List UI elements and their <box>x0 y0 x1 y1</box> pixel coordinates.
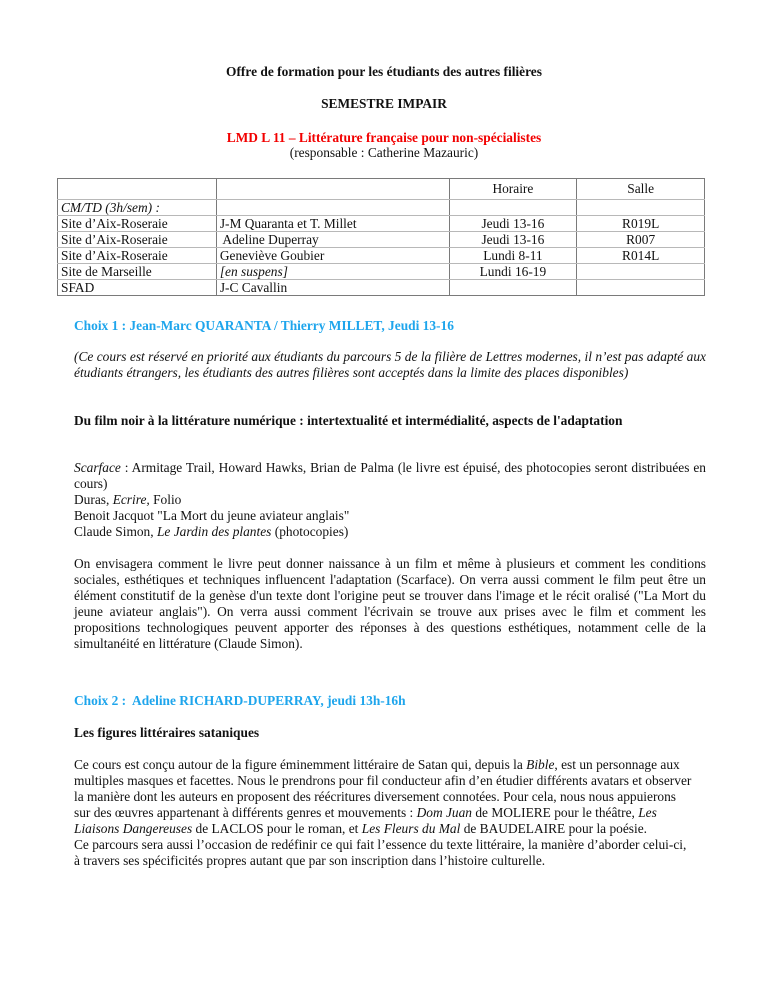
choice1-description: On envisagera comment le livre peut donner naissance à un film et même à plusieurs et comment les conditions sociales, esthétiques et techniques influencent l'adaptation (Scarface). On verra aussi comment le film peut être un élément constitutif de la genèse d'un texte dont l'origine peut se trouver dans l'image et le récit oralisé ("La Mort du jeune aviateur anglais"). On verra aussi comment l'écrivain se trouve aux prises avec le film et comment les propositions technologiques peuvent apporter des réponses à des questions esthétiques, notamment celle de la simultanéité en littérature (Claude Simon). <box>74 556 706 651</box>
reading-item <box>74 492 706 508</box>
table-row <box>58 200 705 216</box>
schedule-table <box>57 178 705 296</box>
room-cell: R014L <box>577 248 705 264</box>
site-cell: Site d’Aix-Roseraie <box>58 232 217 248</box>
header-cell <box>58 179 217 200</box>
choice2-heading: Choix 2 : Adeline RICHARD-DUPERRAY, jeudi 13h-16h <box>74 693 406 708</box>
site-cell: SFAD <box>58 280 217 296</box>
teacher-cell: [en suspens] <box>216 264 449 280</box>
course-title: LMD L 11 – Littérature française pour non-spécialistes <box>226 130 542 145</box>
document-title: Offre de formation pour les étudiants des autres filières <box>226 64 542 79</box>
time-cell: Jeudi 13-16 <box>449 216 577 232</box>
table-row <box>58 232 705 248</box>
table-header-row <box>58 179 705 200</box>
choice1-heading: Choix 1 : Jean-Marc QUARANTA / Thierry MILLET, Jeudi 13-16 <box>74 318 454 333</box>
header-cell-horaire: Horaire <box>449 179 577 200</box>
site-cell: Site d’Aix-Roseraie <box>58 248 217 264</box>
time-cell: Lundi 8-11 <box>449 248 577 264</box>
description-paragraph: Ce parcours sera aussi l’occasion de redéfinir ce qui fait l’essence du texte littéraire, la manière d’aborder celui-ci, à travers ses spécificités propres autant que par son inscription dans l’histoire culturelle. <box>74 837 687 868</box>
reading-detail: Folio <box>149 492 182 507</box>
reading-item <box>74 508 706 524</box>
text-run: Ce cours est conçu autour de la figure éminemment littéraire de Satan qui, depuis la <box>74 757 527 772</box>
book-title: Ecrire, <box>112 492 150 507</box>
room-cell <box>577 200 705 216</box>
time-cell <box>449 200 577 216</box>
reading-detail: : Armitage Trail, Howard Hawks, Brian de Palma (le livre est épuisé, des photocopies seront distribuées en cours) <box>74 460 706 491</box>
teacher-cell: J-M Quaranta et T. Millet <box>216 216 449 232</box>
time-cell: Jeudi 13-16 <box>449 232 577 248</box>
reading-item <box>74 524 706 540</box>
work-title: Bible <box>526 757 555 772</box>
teacher-cell: Geneviève Goubier <box>216 248 449 264</box>
choice1-note: (Ce cours est réservé en priorité aux étudiants du parcours 5 de la filière de Lettres modernes, il n’est pas adapté aux étudiants étrangers, les étudiants des autres filières sont acceptés dans la limite des places disponibles) <box>74 349 706 380</box>
book-title: Le Jardin des plantes <box>156 524 272 539</box>
header-cell <box>216 179 449 200</box>
reading-author: Duras, <box>74 492 113 507</box>
room-cell: R007 <box>577 232 705 248</box>
text-run: de BAUDELAIRE pour la poésie. <box>460 821 648 836</box>
time-cell: Lundi 16-19 <box>449 264 577 280</box>
reading-author: Claude Simon, <box>74 524 157 539</box>
reading-author: Benoit Jacquot "La Mort du jeune aviateur anglais" <box>74 508 350 523</box>
teacher-cell <box>216 200 449 216</box>
table-row <box>58 216 705 232</box>
table-row <box>58 264 705 280</box>
table-row <box>58 280 705 296</box>
choice1-reading-list <box>74 460 706 540</box>
header-cell-salle: Salle <box>577 179 705 200</box>
site-cell: Site de Marseille <box>58 264 217 280</box>
choice1-course-title: Du film noir à la littérature numérique : intertextualité et intermédialité, aspects de l'adaptation <box>74 413 623 428</box>
room-cell <box>577 280 705 296</box>
semester-label: SEMESTRE IMPAIR <box>321 96 447 111</box>
table-row <box>58 248 705 264</box>
site-cell: CM/TD (3h/sem) : <box>58 200 217 216</box>
description-paragraph <box>74 757 694 837</box>
text-run: , est un personnage aux multiples masques et facettes. Nous le prendrons pour fil conducteur afin d’en étudier différents avatars et observer la manière dont les auteurs en proposent des réécritures diversement connotées. Pour cela, nous nous appuierons sur des œuvres appartenant à différents genres et mouvements : <box>74 757 692 820</box>
reading-item <box>74 460 706 492</box>
choice2-description <box>74 757 694 869</box>
teacher-cell: Adeline Duperray <box>216 232 449 248</box>
text-run: de MOLIERE pour le théâtre, <box>472 805 639 820</box>
course-responsible: (responsable : Catherine Mazauric) <box>289 145 479 160</box>
reading-detail: (photocopies) <box>271 524 349 539</box>
teacher-cell: J-C Cavallin <box>216 280 449 296</box>
text-run: de LACLOS pour le roman, et <box>192 821 362 836</box>
book-title: Scarface <box>74 460 121 475</box>
time-cell <box>449 280 577 296</box>
room-cell: R019L <box>577 216 705 232</box>
site-cell: Site d’Aix-Roseraie <box>58 216 217 232</box>
room-cell <box>577 264 705 280</box>
work-title: Les Liaisons Dangereuses <box>74 805 657 836</box>
work-title: Dom Juan <box>416 805 473 820</box>
work-title: Les Fleurs du Mal <box>361 821 461 836</box>
choice2-course-title: Les figures littéraires sataniques <box>74 725 260 740</box>
